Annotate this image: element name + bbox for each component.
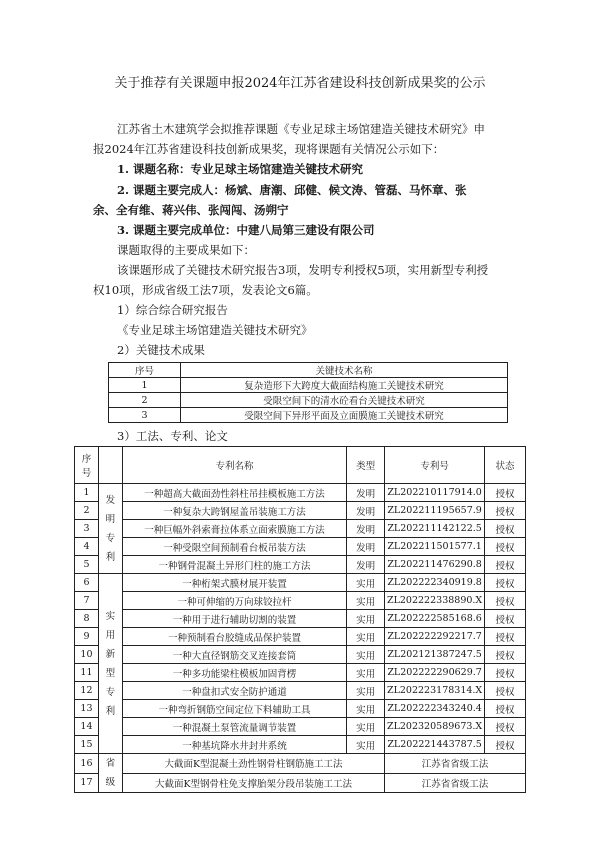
patent-type: 实用 bbox=[347, 718, 385, 736]
patent-name: 一种桁架式膜材展开装置 bbox=[122, 574, 346, 592]
method-name: 大截面K型混凝土劲性钢骨柱钢筋施工工法 bbox=[122, 754, 384, 774]
patent-table bbox=[74, 446, 526, 793]
patent-status: 授权 bbox=[485, 538, 526, 556]
project-members-line-2: 余、全有维、蒋兴伟、张闯闯、汤朔宁 bbox=[93, 203, 289, 217]
table-row bbox=[75, 718, 526, 736]
category-char: 专 bbox=[105, 686, 116, 698]
table-row bbox=[109, 408, 508, 423]
table-header-row bbox=[75, 447, 526, 484]
tech-name: 受限空间下的清水砼看台关键技术研究 bbox=[181, 393, 508, 408]
patent-name: 一种混凝土泵管流量调节装置 bbox=[122, 718, 346, 736]
table-row bbox=[75, 700, 526, 718]
table-row bbox=[109, 393, 508, 408]
header-number-part: 序 bbox=[81, 454, 92, 465]
table-row bbox=[75, 664, 526, 682]
table-header-row bbox=[109, 363, 508, 378]
patent-number: ZL202223178314.X bbox=[385, 682, 485, 700]
patent-number: ZL202211195657.9 bbox=[385, 502, 485, 520]
patent-type: 实用 bbox=[347, 700, 385, 718]
patent-number: ZL202211501577.1 bbox=[385, 538, 485, 556]
patent-name: 一种超高大截面劲性斜柱吊挂模板施工方法 bbox=[122, 484, 346, 502]
achievements-intro: 课题取得的主要成果如下： bbox=[117, 243, 255, 257]
method-level: 江苏省省级工法 bbox=[385, 773, 526, 793]
row-number: 1 bbox=[109, 378, 181, 393]
patent-type: 实用 bbox=[347, 628, 385, 646]
category-char: 专 bbox=[105, 532, 116, 544]
patent-type: 发明 bbox=[347, 484, 385, 502]
patent-name: 一种复杂大跨钢屋盖吊装施工方法 bbox=[122, 502, 346, 520]
patent-status: 授权 bbox=[485, 646, 526, 664]
tech-name: 复杂造形下大跨度大截面结构施工关键技术研究 bbox=[181, 378, 508, 393]
patent-number: ZL202320589673.X bbox=[385, 718, 485, 736]
method-name: 大截面K型钢骨柱免支撑胎架分段吊装施工工法 bbox=[122, 773, 384, 793]
patent-name: 一种预制看台胶缝成品保护装置 bbox=[122, 628, 346, 646]
patent-status: 授权 bbox=[485, 574, 526, 592]
patent-type: 发明 bbox=[347, 520, 385, 538]
table-row bbox=[75, 646, 526, 664]
table-row bbox=[75, 610, 526, 628]
patent-number: ZL202211476290.8 bbox=[385, 556, 485, 574]
patent-type: 实用 bbox=[347, 574, 385, 592]
patent-type: 实用 bbox=[347, 646, 385, 664]
patent-type: 实用 bbox=[347, 610, 385, 628]
category-char: 发 bbox=[105, 494, 116, 506]
column-header: 序号 bbox=[109, 363, 181, 378]
category-char: 型 bbox=[105, 667, 116, 679]
patent-number: ZL202222292217.7 bbox=[385, 628, 485, 646]
row-number: 7 bbox=[75, 592, 99, 610]
table-row bbox=[75, 736, 526, 754]
section-1-heading: 1）综合综合研究报告 bbox=[117, 303, 228, 317]
row-number: 17 bbox=[75, 773, 99, 793]
patent-type: 实用 bbox=[347, 592, 385, 610]
column-header-type: 类型 bbox=[347, 447, 385, 484]
column-header-name: 专利名称 bbox=[122, 447, 346, 484]
patent-number: ZL202222340919.8 bbox=[385, 574, 485, 592]
table-row bbox=[75, 502, 526, 520]
patent-number: ZL202211142122.5 bbox=[385, 520, 485, 538]
row-number: 4 bbox=[75, 538, 99, 556]
patent-type: 实用 bbox=[347, 736, 385, 754]
patent-status: 授权 bbox=[485, 610, 526, 628]
patent-status: 授权 bbox=[485, 664, 526, 682]
row-number: 1 bbox=[75, 484, 99, 502]
category-char: 实 bbox=[105, 610, 116, 622]
method-level: 江苏省省级工法 bbox=[385, 754, 526, 774]
patent-number: ZL202121387247.5 bbox=[385, 646, 485, 664]
section-1-report: 《专业足球主场馆建造关键技术研究》 bbox=[117, 323, 313, 337]
project-unit: 3. 课题主要完成单位：中建八局第三建设有限公司 bbox=[117, 223, 375, 237]
patent-name: 一种大直径钢筋交叉连接套筒 bbox=[122, 646, 346, 664]
patent-name: 一种巨幅外斜索膏拉体系立面索膜施工方法 bbox=[122, 520, 346, 538]
row-number: 16 bbox=[75, 754, 99, 774]
row-number: 8 bbox=[75, 610, 99, 628]
row-number: 3 bbox=[109, 408, 181, 423]
row-number: 12 bbox=[75, 682, 99, 700]
patent-status: 授权 bbox=[485, 520, 526, 538]
tech-name: 受限空间下异形平面及立面膜施工关键技术研究 bbox=[181, 408, 508, 423]
patent-type: 实用 bbox=[347, 682, 385, 700]
patent-name: 一种多功能梁柱模板加固背楞 bbox=[122, 664, 346, 682]
category-utility bbox=[98, 574, 122, 754]
patent-name: 一种盘扣式安全防护通道 bbox=[122, 682, 346, 700]
category-char: 级 bbox=[105, 777, 116, 788]
patent-type: 实用 bbox=[347, 664, 385, 682]
patent-type: 发明 bbox=[347, 538, 385, 556]
section-3-heading: 3）工法、专利、论文 bbox=[117, 429, 228, 443]
summary-line-1: 该课题形成了关键技术研究报告3项，发明专利授权5项，实用新型专利授 bbox=[117, 263, 489, 277]
patent-status: 授权 bbox=[485, 592, 526, 610]
patent-status: 授权 bbox=[485, 718, 526, 736]
key-tech-table bbox=[108, 362, 508, 423]
row-number: 2 bbox=[109, 393, 181, 408]
intro-line-2: 报2024年江苏省建设科技创新成果奖，现将课题有关情况公示如下： bbox=[93, 142, 445, 156]
category-char: 利 bbox=[105, 705, 116, 717]
row-number: 2 bbox=[75, 502, 99, 520]
document-title: 关于推荐有关课题申报2024年江苏省建设科技创新成果奖的公示 bbox=[114, 76, 486, 91]
patent-status: 授权 bbox=[485, 682, 526, 700]
patent-status: 授权 bbox=[485, 736, 526, 754]
patent-type: 发明 bbox=[347, 502, 385, 520]
row-number: 9 bbox=[75, 628, 99, 646]
patent-name: 一种基坑降水井封井系统 bbox=[122, 736, 346, 754]
row-number: 6 bbox=[75, 574, 99, 592]
patent-name: 一种钢骨混凝土异形门柱的施工方法 bbox=[122, 556, 346, 574]
column-header-patent-number: 专利号 bbox=[385, 447, 485, 484]
row-number: 15 bbox=[75, 736, 99, 754]
patent-status: 授权 bbox=[485, 484, 526, 502]
patent-number: ZL202222343240.4 bbox=[385, 700, 485, 718]
patent-status: 授权 bbox=[485, 556, 526, 574]
header-number-part: 号 bbox=[81, 468, 92, 479]
column-header-number bbox=[75, 447, 99, 484]
table-row bbox=[75, 773, 526, 793]
patent-number: ZL202222290629.7 bbox=[385, 664, 485, 682]
project-name: 1. 课题名称：专业足球主场馆建造关键技术研究 bbox=[117, 162, 364, 176]
patent-status: 授权 bbox=[485, 700, 526, 718]
category-char: 明 bbox=[105, 513, 116, 525]
patent-name: 一种用于进行辅助切割的装置 bbox=[122, 610, 346, 628]
table-row bbox=[75, 628, 526, 646]
patent-number: ZL202222585168.6 bbox=[385, 610, 485, 628]
row-number: 10 bbox=[75, 646, 99, 664]
patent-status: 授权 bbox=[485, 628, 526, 646]
category-char: 利 bbox=[105, 551, 116, 563]
summary-line-2: 权10项，形成省级工法7项，发表论文6篇。 bbox=[93, 283, 318, 297]
column-header-category bbox=[98, 447, 122, 484]
patent-number: ZL202210117914.0 bbox=[385, 484, 485, 502]
column-header-status: 状态 bbox=[485, 447, 526, 484]
table-row bbox=[75, 754, 526, 774]
table-row bbox=[109, 378, 508, 393]
table-row bbox=[75, 538, 526, 556]
table-row bbox=[75, 484, 526, 502]
column-header: 关键技术名称 bbox=[181, 363, 508, 378]
row-number: 3 bbox=[75, 520, 99, 538]
patent-number: ZL202222338890.X bbox=[385, 592, 485, 610]
project-members-line-1: 2. 课题主要完成人：杨斌、唐潮、邱健、候文涛、管磊、马怀章、张 bbox=[117, 183, 467, 197]
patent-name: 一种可伸缩的万向球铰拉杆 bbox=[122, 592, 346, 610]
intro-line-1: 江苏省土木建筑学会拟推荐课题《专业足球主场馆建造关键技术研究》申 bbox=[117, 122, 485, 136]
category-char: 用 bbox=[105, 629, 116, 641]
table-row bbox=[75, 556, 526, 574]
patent-name: 一种受限空间预制看台板吊装方法 bbox=[122, 538, 346, 556]
category-provincial bbox=[98, 754, 122, 793]
patent-type: 发明 bbox=[347, 556, 385, 574]
category-invention bbox=[98, 484, 122, 574]
row-number: 13 bbox=[75, 700, 99, 718]
section-2-heading: 2）关键技术成果 bbox=[117, 343, 205, 357]
category-char: 省 bbox=[105, 758, 116, 769]
patent-name: 一种弯折钢筋空间定位下料辅助工具 bbox=[122, 700, 346, 718]
category-char: 新 bbox=[105, 648, 116, 660]
row-number: 11 bbox=[75, 664, 99, 682]
table-row bbox=[75, 592, 526, 610]
table-row bbox=[75, 574, 526, 592]
table-row bbox=[75, 682, 526, 700]
row-number: 14 bbox=[75, 718, 99, 736]
patent-status: 授权 bbox=[485, 502, 526, 520]
patent-number: ZL202221443787.5 bbox=[385, 736, 485, 754]
row-number: 5 bbox=[75, 556, 99, 574]
table-row bbox=[75, 520, 526, 538]
